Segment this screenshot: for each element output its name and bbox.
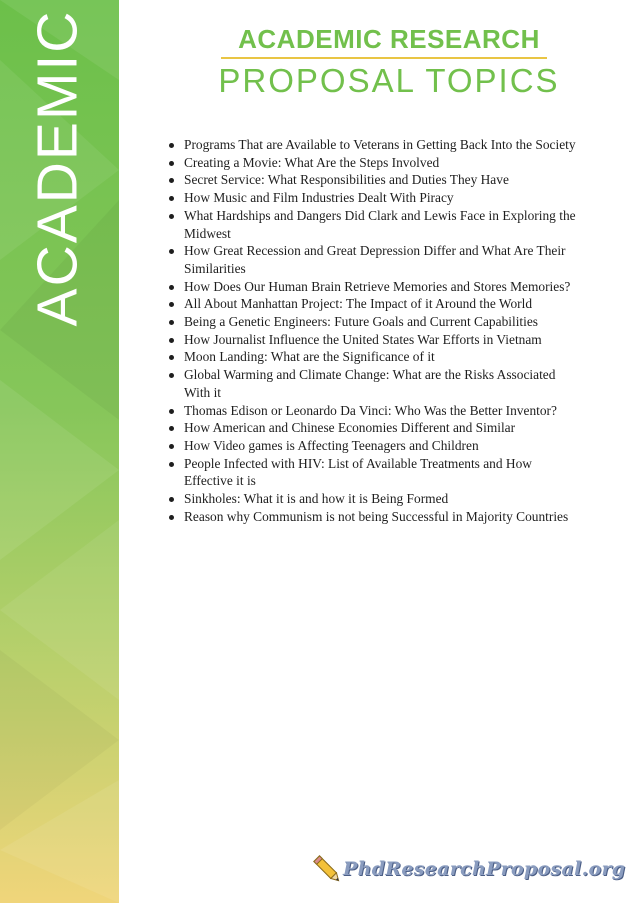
topic-item: Global Warming and Climate Change: What are the Risks Associated With it [184,366,584,401]
topic-item: How Video games is Affecting Teenagers and Children [184,437,584,455]
sidebar-banner [0,0,119,903]
topic-item: Reason why Communism is not being Successful in Majority Countries [184,508,584,526]
topic-item: Being a Genetic Engineers: Future Goals and Current Capabilities [184,313,584,331]
logo-wordmark: PhdResearchProposal.org [343,858,626,880]
topic-item: Programs That are Available to Veterans in Getting Back Into the Society [184,136,584,154]
title-line-2: PROPOSAL TOPICS [218,62,560,99]
topic-item: Moon Landing: What are the Significance of it [184,348,584,366]
title-divider [221,57,547,59]
site-logo [313,852,626,888]
title-line-1: ACADEMIC RESEARCH [238,24,540,54]
topic-item: How Does Our Human Brain Retrieve Memories and Stores Memories? [184,278,584,296]
pencil-icon [313,852,343,888]
topic-item: Secret Service: What Responsibilities and Duties They Have [184,171,584,189]
sidebar-word: ACADEMIC [25,9,90,327]
topic-item: Creating a Movie: What Are the Steps Involved [184,154,584,172]
topic-item: All About Manhattan Project: The Impact of it Around the World [184,295,584,313]
topic-item: How Journalist Influence the United States War Efforts in Vietnam [184,331,584,349]
topic-item: How Great Recession and Great Depression Differ and What Are Their Similarities [184,242,584,277]
topic-item: Thomas Edison or Leonardo Da Vinci: Who Was the Better Inventor? [184,402,584,420]
topic-item: How American and Chinese Economies Different and Similar [184,419,584,437]
topic-item: People Infected with HIV: List of Available Treatments and How Effective it is [184,455,584,490]
topic-item: Sinkholes: What it is and how it is Being Formed [184,490,584,508]
topic-list [184,136,584,525]
topic-item: How Music and Film Industries Dealt With Piracy [184,189,584,207]
topic-item: What Hardships and Dangers Did Clark and Lewis Face in Exploring the Midwest [184,207,584,242]
